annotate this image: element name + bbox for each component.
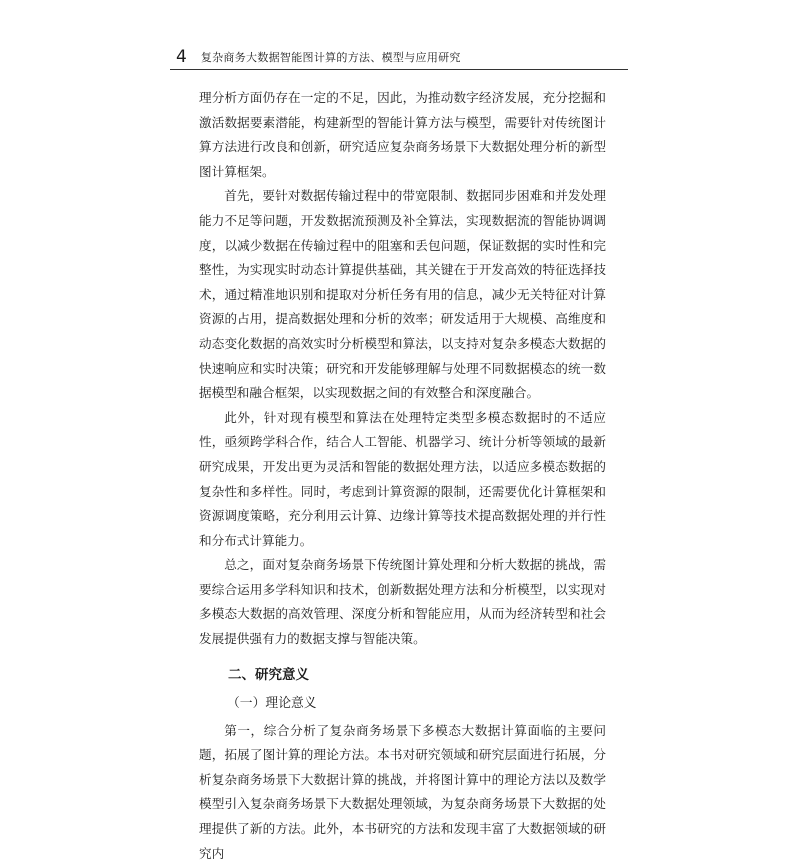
paragraph: 此外，针对现有模型和算法在处理特定类型多模态数据时的不适应性，亟须跨学科合作，结合人工智能、机器学习、统计分析等领域的最新研究成果，开发出更为灵活和智能的数据处理方法，以适应多模态数据的复杂性和多样性。同时，考虑到计算资源的限制，还需要优化计算框架和资源调度策略，充分利用云计算、边缘计算等技术提高数据处理的并行性和分布式计算能力。 xyxy=(199,409,606,548)
subsection-heading: （一）理论意义 xyxy=(227,695,317,711)
running-header xyxy=(170,47,640,67)
running-title: 复杂商务大数据智能图计算的方法、模型与应用研究 xyxy=(200,51,461,64)
paragraph: 总之，面对复杂商务场景下传统图计算处理和分析大数据的挑战，需要综合运用多学科知识和技术，创新数据处理方法和分析模型，以实现对多模态大数据的高效管理、深度分析和智能应用，从而为经济转型和社会发展提供强有力的数据支撑与智能决策。 xyxy=(199,557,606,647)
page-body xyxy=(199,86,606,866)
paragraph-continued: 理分析方面仍存在一定的不足，因此，为推动数字经济发展，充分挖掘和激活数据要素潜能，构建新型的智能计算方法与模型，需要针对传统图计算方法进行改良和创新，研究适应复杂商务场景下大数据处理分析的新型图计算框架。 xyxy=(199,90,606,179)
page-number: 4 xyxy=(176,47,187,67)
section-heading: 二、研究意义 xyxy=(228,666,309,683)
paragraph: 首先，要针对数据传输过程中的带宽限制、数据同步困难和并发处理能力不足等问题，开发数据流预测及补全算法，实现数据流的智能协调调度，以减少数据在传输过程中的阻塞和丢包问题，保证数据的实时性和完整性，为实现实时动态计算提供基础，其关键在于开发高效的特征选择技术，通过精准地识别和提取对分析任务有用的信息，减少无关特征对计算资源的占用，提高数据处理和分析的效率；研发适用于大规模、高维度和动态变化数据的高效实时分析模型和算法，以支持对复杂多模态大数据的快速响应和实时决策；研究和开发能够理解与处理不同数据模态的统一数据模型和融合框架，以实现数据之间的有效整合和深度融合。 xyxy=(199,188,606,401)
header-rule xyxy=(170,69,628,70)
paragraph: 第一，综合分析了复杂商务场景下多模态大数据计算面临的主要问题，拓展了图计算的理论方法。本书对研究领域和研究层面进行拓展，分析复杂商务场景下大数据计算的挑战，并将图计算中的理论方法以及数学模型引入复杂商务场景下大数据处理领域，为复杂商务场景下大数据的处理提供了新的方法。此外，本书研究的方法和发现丰富了大数据领域的研究内 xyxy=(199,722,606,861)
